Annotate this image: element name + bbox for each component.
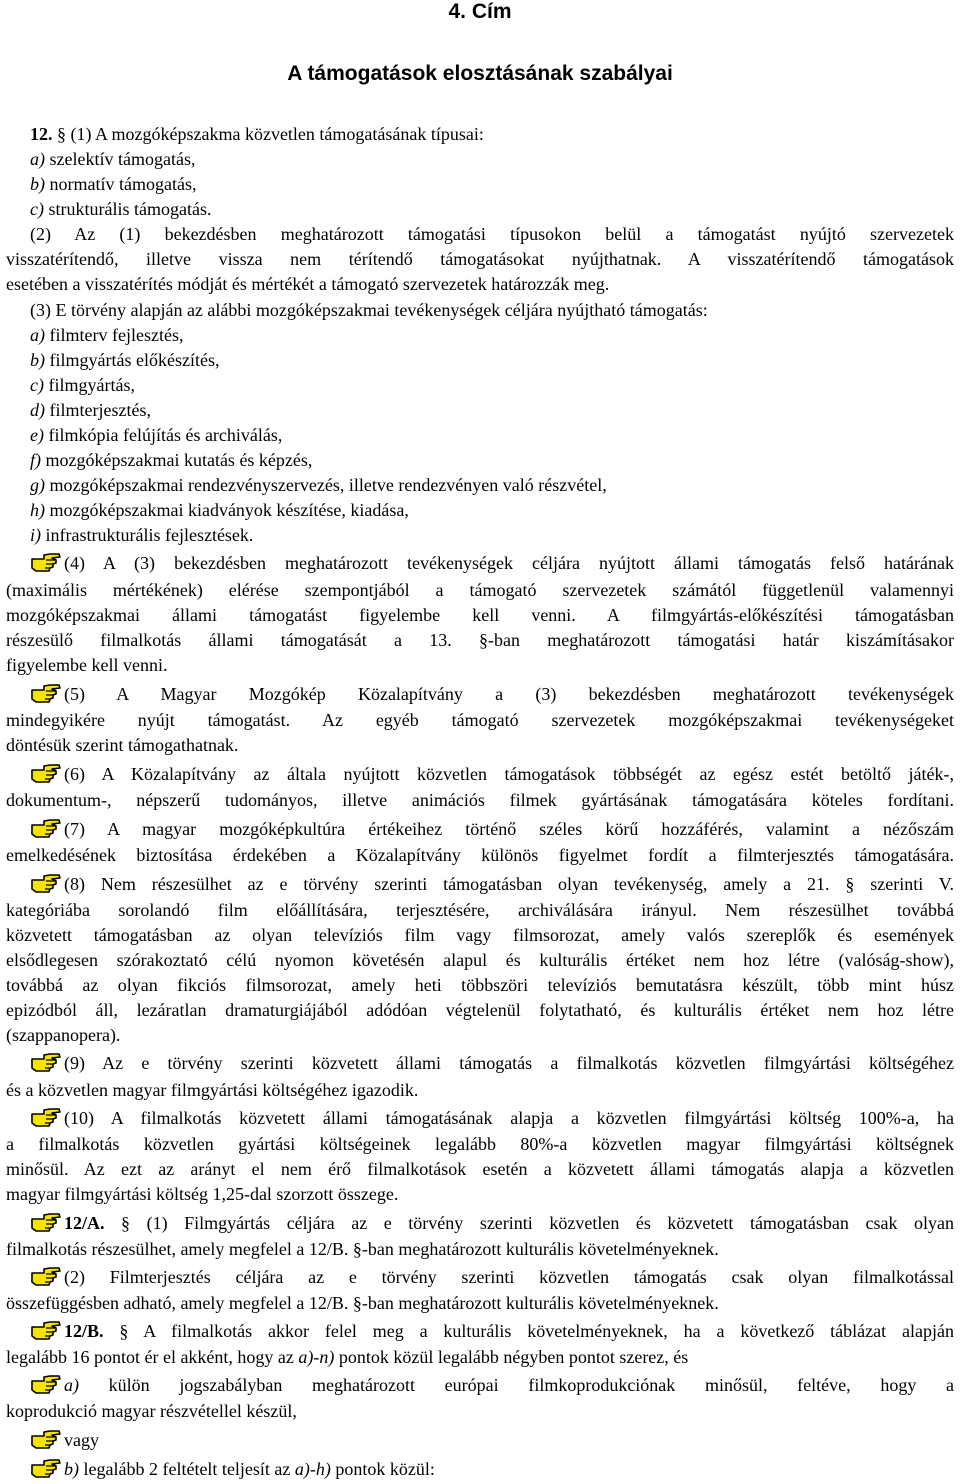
section-12-para-2-line: (2) Az (1) bekezdésben meghatározott támogatási típusokon belül a támogatást nyújtó szervezetek	[30, 224, 954, 244]
section-12-para-4-line: figyelembe kell venni.	[6, 655, 168, 675]
section-12-para-8-line: (8) Nem részesülhet az e törvény szerinti támogatásban olyan tevékenység, amely a 21. § szerinti V.	[30, 872, 954, 896]
section-12-para-2-line: esetében a visszatérítés módját és mértékét a támogató szervezetek határozzák meg.	[6, 274, 610, 294]
chapter-heading: 4. Cím	[448, 0, 512, 23]
pointing-hand-icon	[30, 682, 62, 704]
section-12-para-4-line: (maximális mértékének) elérése szempontjából a támogató szervezetek számától függetlenül valamennyi	[6, 580, 954, 600]
pointing-hand-icon	[30, 1373, 62, 1395]
list-item: b) filmgyártás előkészítés,	[30, 350, 220, 370]
section-12-para-2-line: visszatérítendő, illetve vissza nem térítendő támogatásokat nyújthatnak. A visszatérítendő támogatások	[6, 249, 954, 269]
pointing-hand-icon	[30, 872, 62, 894]
section-12-para-7-line: emelkedésének biztosítása érdekében a Közalapítvány különös figyelmet fordít a filmterjesztés támogatására.	[6, 845, 954, 865]
section-12-para-5-line: (5) A Magyar Mozgókép Közalapítvány a (3) bekezdésben meghatározott tevékenységek	[30, 682, 954, 706]
section-12a-para-1-line: 12/A. § (1) Filmgyártás céljára az e törvény szerinti közvetlen és közvetett támogatásban csak olyan	[30, 1211, 954, 1235]
list-item: g) mozgóképszakmai rendezvényszervezés, illetve rendezvényen való részvétel,	[30, 475, 607, 495]
section-12-para-8-line: továbbá az olyan fikciós filmsorozat, amely heti többszöri televíziós bemutatásra készült, több mint húsz	[6, 975, 954, 995]
section-12a-para-2-line: összefüggésben adható, amely megfelel a 12/B. §-ban meghatározott kulturális követelményeknek.	[6, 1293, 719, 1313]
section-12b-vagy: vagy	[30, 1428, 954, 1452]
list-item: i) infrastrukturális fejlesztések.	[30, 525, 254, 545]
page-title: A támogatások elosztásának szabályai	[287, 62, 673, 85]
section-12-para-8-line: kategóriába sorolandó film előállítására, terjesztésére, archiválására irányul. Nem részesülhet továbbá	[6, 900, 954, 920]
list-item: a) filmterv fejlesztés,	[30, 325, 184, 345]
section-12-para-8-line: közvetett támogatásban az olyan televíziós film vagy filmsorozat, amely valós szereplők és események	[6, 925, 954, 945]
section-12-para-4-line: mozgóképszakmai állami támogatást figyelembe kell venni. A filmgyártás-előkészítési támogatásban	[6, 605, 954, 625]
section-12-para-4-line: részesülő filmalkotás állami támogatását a 13. §-ban meghatározott támogatási határ kiszámításakor	[6, 630, 954, 650]
section-12b-line: 12/B. § A filmalkotás akkor felel meg a kulturális követelményeknek, ha a következő táblázat alapján	[30, 1319, 954, 1343]
list-item: a) szelektív támogatás,	[30, 149, 196, 169]
section-12-para-10-line: magyar filmgyártási költség 1,25-dal szorzott összege.	[6, 1184, 399, 1204]
list-item: h) mozgóképszakmai kiadványok készítése, kiadása,	[30, 500, 409, 520]
section-12-para-8-line: epizódból áll, lezáratlan dramaturgiájából adódóan végtelenül folytatható, és kulturális értéket nem hoz létre	[6, 1000, 954, 1020]
section-12-para-3: (3) E törvény alapján az alábbi mozgóképszakmai tevékenységek céljára nyújtható támogatás:	[30, 300, 708, 320]
pointing-hand-icon	[30, 1457, 62, 1479]
section-12-para-8-line: elsődlegesen szórakoztató célú nyomon követésén alapul és kulturális értéket nem hoz létre (valóság-show),	[6, 950, 954, 970]
pointing-hand-icon	[30, 1106, 62, 1128]
list-item: b) normatív támogatás,	[30, 174, 197, 194]
section-12b-line: legalább 16 pontot ér el akként, hogy az a)-n) pontok közül legalább négyben pontot szerez, és	[6, 1347, 689, 1367]
section-12-para-10-line: minősül. Az ezt az arányt el nem érő filmalkotások esetén a közvetett állami támogatás alapja a közvetlen	[6, 1159, 954, 1179]
pointing-hand-icon	[30, 1051, 62, 1073]
section-12-para-7-line: (7) A magyar mozgóképkultúra értékeihez történő széles körű hozzáférés, valamint a nézőszám	[30, 817, 954, 841]
pointing-hand-icon	[30, 817, 62, 839]
section-12-para-1: 12. § (1) A mozgóképszakma közvetlen támogatásának típusai:	[30, 124, 484, 144]
section-12b-item-a-line: a) külön jogszabályban meghatározott európai filmkoprodukciónak minősül, feltéve, hogy a	[30, 1373, 954, 1397]
pointing-hand-icon	[30, 1428, 62, 1450]
list-item: d) filmterjesztés,	[30, 400, 151, 420]
section-12-para-9-line: és a közvetlen magyar filmgyártási költségéhez igazodik.	[6, 1080, 419, 1100]
section-12a-para-1-line: filmalkotás részesülhet, amely megfelel a 12/B. §-ban meghatározott kulturális követelményeknek.	[6, 1239, 719, 1259]
pointing-hand-icon	[30, 1319, 62, 1341]
section-12-para-9-line: (9) Az e törvény szerinti közvetett állami támogatás a filmalkotás közvetlen filmgyártási költségéhez	[30, 1051, 954, 1075]
list-item: c) filmgyártás,	[30, 375, 135, 395]
pointing-hand-icon	[30, 551, 62, 573]
section-12b-item-b-line: b) legalább 2 feltételt teljesít az a)-h) pontok közül:	[30, 1457, 954, 1481]
list-item: c) strukturális támogatás.	[30, 199, 212, 219]
section-12-para-6-line: (6) A Közalapítvány az általa nyújtott közvetlen támogatások többségét az egész estét betöltő játék-,	[30, 762, 954, 786]
section-12-para-10-line: a filmalkotás közvetlen gyártási költségeinek legalább 80%-a közvetlen magyar filmgyártási költségnek	[6, 1134, 954, 1154]
list-item: e) filmkópia felújítás és archiválás,	[30, 425, 283, 445]
section-12-para-8-line: (szappanopera).	[6, 1025, 121, 1045]
section-12-para-5-line: döntésük szerint támogathatnak.	[6, 735, 239, 755]
section-12-para-10-line: (10) A filmalkotás közvetett állami támogatásának alapja a közvetlen filmgyártási költség 100%-a, ha	[30, 1106, 954, 1130]
pointing-hand-icon	[30, 1211, 62, 1233]
section-12a-para-2-line: (2) Filmterjesztés céljára az e törvény szerinti közvetlen támogatás csak olyan filmalkotással	[30, 1265, 954, 1289]
pointing-hand-icon	[30, 762, 62, 784]
section-12-para-6-line: dokumentum-, népszerű tudományos, illetve animációs filmek gyártásának támogatására köteles fordítani.	[6, 790, 954, 810]
pointing-hand-icon	[30, 1265, 62, 1287]
section-12b-item-a-line: koprodukció magyar részvétellel készül,	[6, 1401, 297, 1421]
section-12-para-4-line: (4) A (3) bekezdésben meghatározott tevékenységek céljára nyújtott állami támogatás felső határának	[30, 551, 954, 575]
list-item: f) mozgóképszakmai kutatás és képzés,	[30, 450, 313, 470]
section-12-para-5-line: mindegyikére nyújt támogatást. Az egyéb támogató szervezetek mozgóképszakmai tevékenységeket	[6, 710, 954, 730]
